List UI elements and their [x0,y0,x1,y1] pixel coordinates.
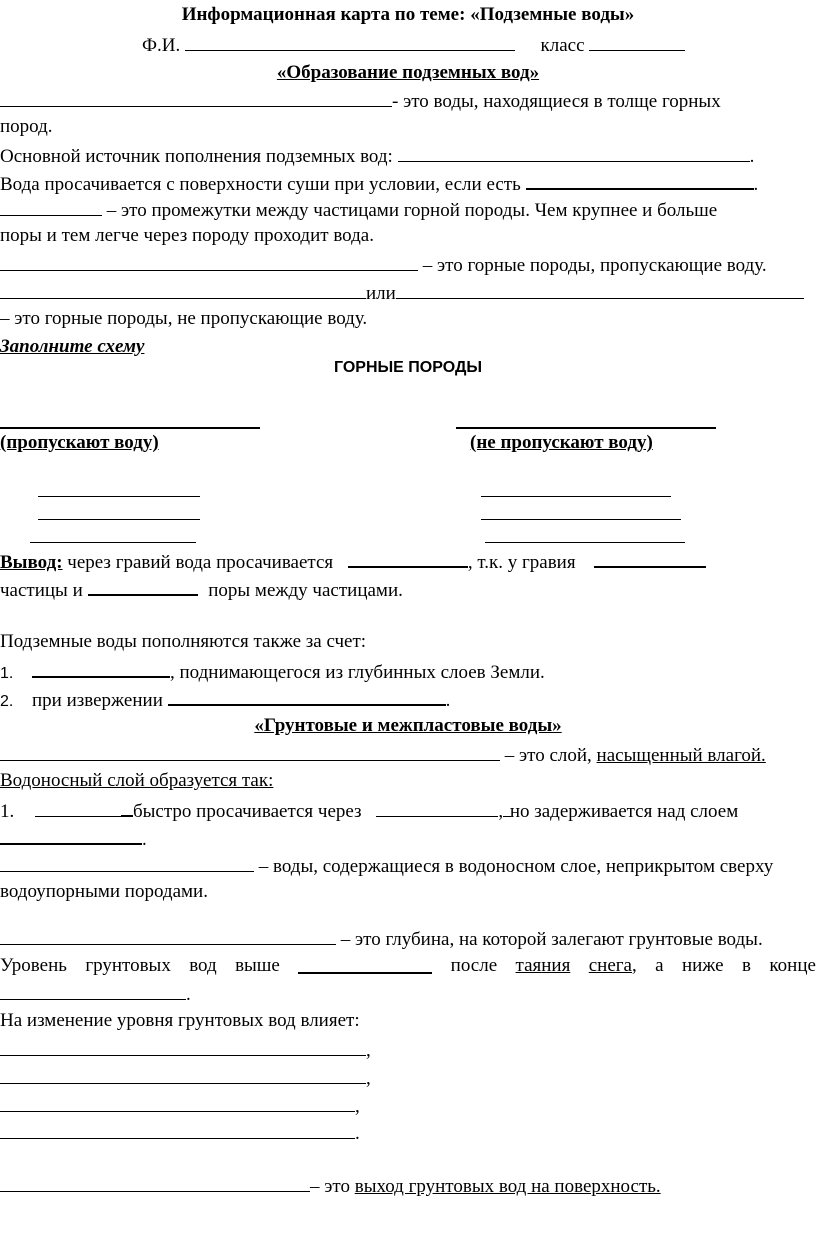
item-text: , поднимающегося из глубинных слоев Земли. [170,662,545,683]
answer-blank[interactable] [32,660,170,678]
conclusion-text: через гравий вода просачивается [67,552,334,573]
word: ниже [681,955,724,976]
word: вод [189,955,217,976]
definition-text: – это [310,1176,350,1197]
level-line: Уровень грунтовых вод выше после таяния снега, а ниже в конце [0,955,816,976]
conclusion-text: , т.к. у гравия [467,552,576,573]
depth-definition [0,928,763,949]
word: грунтовых [85,955,171,976]
answer-blank[interactable] [348,550,468,568]
scheme-left-item-blank[interactable] [38,519,200,520]
word: выше [235,955,280,976]
answer-blank[interactable] [121,799,133,817]
conclusion-line-cont [0,578,403,600]
answer-blank[interactable] [396,282,804,299]
influence-item: , [0,1095,360,1116]
answer-blank[interactable] [0,827,142,845]
impermeable-definition: – это горные породы, не пропускающие воду. [0,308,368,329]
scheme-right-label: (не пропускают воду) [470,432,653,453]
aquifer-label: Водоносный слой образуется так: [0,770,274,791]
page-title: Информационная карта по теме: «Подземные воды» [181,4,635,25]
answer-blank[interactable] [0,928,336,945]
aquifer-step-1-cont: . [0,827,147,849]
item-number: 1. [0,665,14,682]
word: а [655,955,664,976]
influence-item: . [0,1122,360,1143]
word: конце [769,955,816,976]
definition-groundwater [0,90,721,111]
answer-blank[interactable] [168,688,446,706]
name-line [142,34,685,55]
percolate-line: Вода просачивается с поверхности суши при условии, если есть . [0,174,759,195]
scheme-right-item-blank[interactable] [481,496,671,497]
pores-definition: – это промежутки между частицами горной породы. Чем крупнее и больше [106,200,718,221]
answer-blank[interactable] [0,1175,310,1192]
influence-label: На изменение уровня грунтовых вод влияет: [0,1010,360,1031]
layer-definition [0,744,766,765]
level-line-cont: . [0,983,191,1004]
fio-label: Ф.И. [142,35,181,56]
or-word: или [366,283,396,304]
aquifer-step-1: 1. быстро просачивается через , но задерживается над слоем [0,801,739,822]
item-text: при извержении [32,690,163,711]
answer-blank[interactable] [0,199,102,216]
word: в [742,955,751,976]
word: после [450,955,498,976]
answer-blank[interactable] [0,1122,355,1139]
answer-blank[interactable] [398,145,750,162]
answer-blank[interactable] [0,90,392,107]
answer-blank[interactable] [0,983,186,1000]
scheme-left-label: (пропускают воду) [0,432,159,453]
answer-blank[interactable] [0,744,500,761]
answer-blank[interactable] [526,172,754,190]
conclusion-text: поры между частицами. [208,580,403,601]
answer-blank[interactable] [88,578,198,596]
word: таяния [515,955,571,976]
permeable-line [0,254,767,275]
replenish-item-1 [0,660,545,682]
scheme-title: ГОРНЫЕ ПОРОДЫ [333,359,482,376]
replenish-intro: Подземные воды пополняются также за счет: [0,631,367,652]
answer-blank[interactable] [298,956,432,974]
answer-blank[interactable] [0,1039,366,1056]
scheme-left-item-blank[interactable] [38,496,200,497]
groundwater-definition-cont: водоупорными породами. [0,881,208,902]
influence-item: , [0,1067,371,1088]
definition-text-underlined: насыщенный влагой. [596,745,766,766]
influence-item: , [0,1039,371,1060]
permeable-definition: – это горные породы, пропускающие воду. [422,255,767,276]
answer-blank[interactable] [0,282,366,299]
section-heading-formation: «Образование подземных вод» [276,62,540,83]
scheme-left-blank[interactable] [0,427,260,429]
scheme-right-item-blank[interactable] [481,519,681,520]
spring-definition [0,1175,661,1196]
conclusion-text: частицы и [0,580,83,601]
definition-text: - это воды, находящиеся в толще горных [392,91,721,112]
conclusion-line [0,550,706,572]
answer-blank[interactable] [0,855,254,872]
replenish-item-2: 2. при извержении . [0,690,451,711]
word: снега [588,955,632,976]
step-text: быстро просачивается через [133,801,362,822]
step-text: но задерживается над слоем [509,801,739,822]
definition-groundwater-cont: пород. [0,116,53,137]
scheme-instruction: Заполните схему [0,336,145,357]
class-field[interactable] [589,34,685,51]
step-number: 1. [0,801,15,822]
conclusion-label: Вывод: [0,552,63,573]
scheme-right-blank[interactable] [456,427,716,429]
pores-line [0,199,717,220]
answer-blank[interactable] [0,1067,366,1084]
percolate-label: Вода просачивается с поверхности суши при условии, если есть [0,174,521,195]
source-label: Основной источник пополнения подземных вод: [0,146,393,167]
word: Уровень [0,955,67,976]
definition-text: – это глубина, на которой залегают грунтовые воды. [340,929,763,950]
groundwater-definition [0,855,773,876]
fio-field[interactable] [185,34,515,51]
answer-blank[interactable] [376,800,498,817]
definition-text-underlined: выход грунтовых вод на поверхность. [354,1176,661,1197]
impermeable-names-line [0,282,804,303]
scheme-left-item-blank[interactable] [30,542,196,543]
definition-text: – воды, содержащиеся в водоносном слое, неприкрытом сверху [258,856,774,877]
answer-blank[interactable] [35,800,121,817]
answer-blank[interactable] [0,1095,355,1112]
pores-line-cont: поры и тем легче через породу проходит вода. [0,225,374,246]
section-heading-groundwater: «Грунтовые и межпластовые воды» [254,715,562,736]
definition-text: – это слой, [504,745,592,766]
class-label: класс [540,35,585,56]
scheme-right-item-blank[interactable] [485,542,685,543]
answer-blank[interactable] [0,254,418,271]
source-line: Основной источник пополнения подземных вод: . [0,146,755,167]
item-number: 2. [0,693,14,710]
answer-blank[interactable] [594,550,706,568]
